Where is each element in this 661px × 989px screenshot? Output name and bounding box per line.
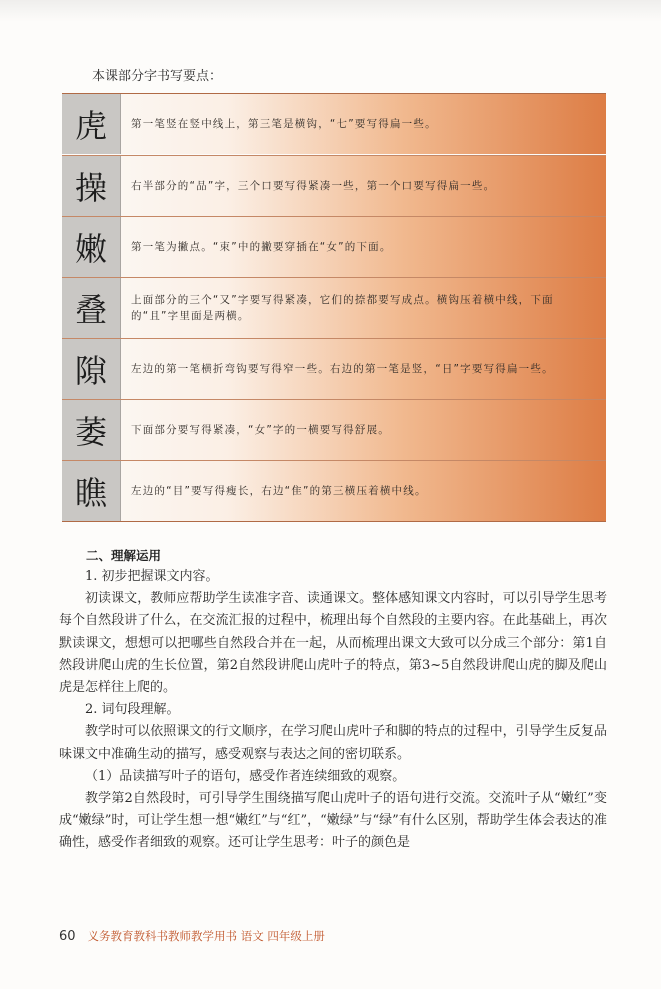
writing-note: 第一笔为撇点。“束”中的撇要穿插在“女”的下面。 <box>121 217 606 277</box>
table-row <box>62 460 606 521</box>
section-body <box>59 566 607 855</box>
page-number: 60 <box>59 928 76 944</box>
table-row <box>62 277 606 338</box>
table-row <box>62 155 606 216</box>
writing-note: 左边的“目”要写得瘦长，右边“隹”的第三横压着横中线。 <box>121 461 606 521</box>
sub1-paragraph: 教学第2自然段时，可引导学生围绕描写爬山虎叶子的语句进行交流。交流叶子从“嫩红”变成“嫩绿”时，可让学生想一想“嫩红”与“红”，“嫩绿”与“绿”有什么区别，帮助学生体会表达的准确性，感受作者细致的观察。还可让学生思考：叶子的颜色是 <box>59 791 607 851</box>
item1-paragraph: 初读课文，教师应帮助学生读准字音、读通课文。整体感知课文内容时，可以引导学生思考每个自然段讲了什么，在交流汇报的过程中，梳理出每个自然段的主要内容。在此基础上，再次默读课文，想想可以把哪些自然段合并在一起，从而梳理出课文大致可以分成三个部分：第1自然段讲爬山虎的生长位置，第2自然段讲爬山虎叶子的特点，第3~5自然段讲爬山虎的脚及爬山虎是怎样往上爬的。 <box>59 591 607 696</box>
character-cell: 叠 <box>62 278 121 338</box>
intro-line: 本课部分字书写要点： <box>92 69 223 84</box>
character-cell: 操 <box>62 156 121 216</box>
page-edge-shadow <box>0 0 661 22</box>
character-cell: 瞧 <box>62 461 121 521</box>
writing-points-table <box>62 93 606 522</box>
page-footer <box>59 928 325 944</box>
writing-note: 右半部分的“品”字，三个口要写得紧凑一些，第一个口要写得扁一些。 <box>121 156 606 216</box>
table-row <box>62 399 606 460</box>
table-row <box>62 216 606 277</box>
item2-title: 2. 词句段理解。 <box>85 702 180 718</box>
writing-note: 左边的第一笔横折弯钩要写得窄一些。右边的第一笔是竖，“日”字要写得扁一些。 <box>121 339 606 399</box>
sub1-title: （1）品读描写叶子的语句，感受作者连续细致的观察。 <box>85 768 406 784</box>
writing-note: 第一笔竖在竖中线上，第三笔是横钩，“七”要写得扁一些。 <box>121 94 606 154</box>
item1-title: 1. 初步把握课文内容。 <box>85 569 219 584</box>
character-cell: 萎 <box>62 400 121 460</box>
writing-note: 下面部分要写得紧凑，“女”字的一横要写得舒展。 <box>121 400 606 460</box>
writing-note: 上面部分的三个“又”字要写得紧凑，它们的捺都要写成点。横钩压着横中线，下面的“且”字里面是两横。 <box>121 278 606 338</box>
item2-paragraph: 教学时可以依照课文的行文顺序，在学习爬山虎叶子和脚的特点的过程中，引导学生反复品味课文中准确生动的描写，感受观察与表达之间的密切联系。 <box>59 724 607 762</box>
book-title: 义务教育教科书教师教学用书 语文 四年级上册 <box>87 929 325 943</box>
character-cell: 嫩 <box>62 217 121 277</box>
table-row <box>62 338 606 399</box>
character-cell: 虎 <box>62 94 121 154</box>
character-cell: 隙 <box>62 339 121 399</box>
section-heading: 二、理解运用 <box>86 548 162 563</box>
table-row <box>62 94 606 154</box>
